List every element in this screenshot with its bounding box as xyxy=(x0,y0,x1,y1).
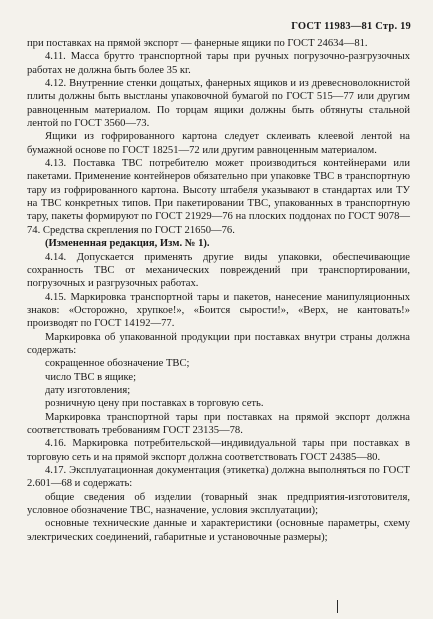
paragraph: при поставках на прямой экспорт — фанерные ящики по ГОСТ 24634—81. xyxy=(27,38,368,49)
paragraph: 4.11. Масса брутто транспортной тары при ручных погрузочно-разгрузочных работах не должна быть более 35 кг. xyxy=(27,51,410,76)
paragraph: общие сведения об изделии (товарный знак предприятия-изготовителя, условное обозначение ТВС, назначение, условия эксплуатации); xyxy=(27,491,410,517)
paragraph: 4.14. Допускается применять другие виды упаковки, обеспечивающие сохранность ТВС от механических повреждений при транспортировании, погрузочных и разгрузочных работах. xyxy=(27,251,410,290)
paragraph: Маркировка транспортной тары при поставках на прямой экспорт должна соответствовать требованиям ГОСТ 23135—78. xyxy=(27,411,410,436)
margin-mark xyxy=(337,600,338,613)
list-item: дату изготовления; xyxy=(45,384,131,396)
list-item: сокращенное обозначение ТВС; xyxy=(45,358,190,370)
paragraph: (Измененная редакция, Изм. № 1). xyxy=(45,238,210,250)
paragraph: 4.16. Маркировка потребительской—индивидуальной тары при поставках в торговую сеть и на прямой экспорт должна соответствовать ГОСТ 24385—80. xyxy=(27,438,410,463)
paragraph: 4.17. Эксплуатационная документация (этикетка) должна выполняться по ГОСТ 2.601—68 и содержать: xyxy=(27,465,410,490)
paragraph: основные технические данные и характеристики (основные параметры, схему электрических соединений, габаритные и установочные размеры); xyxy=(27,518,410,543)
list-item: розничную цену при поставках в торговую сеть. xyxy=(45,398,264,410)
page-header: ГОСТ 11983—81 Стр. 19 xyxy=(291,21,411,32)
paragraph: Маркировка об упакованной продукции при поставках внутри страны должна содержать: xyxy=(27,331,410,356)
page-body xyxy=(27,37,410,544)
paragraph: 4.13. Поставка ТВС потребителю может производиться контейнерами или пакетами. Применение контейнеров обязательно при упаковке ТВС в транспортную тару из гофрированного картона. Высоту штабеля указывают в стандартах или ТУ на ТВС конкретных типов. При пакетировании ТВС, упакованных в транспортную тару, пакеты формируют по ГОСТ 21929—76 на плоских поддонах по ГОСТ 9078—74. Средства скрепления по ГОСТ 21650—76. xyxy=(27,158,410,236)
list-item: число ТВС в ящике; xyxy=(45,371,137,383)
paragraph: Ящики из гофрированного картона следует склеивать клеевой лентой на бумажной основе по ГОСТ 18251—72 или другим равноценным материалом. xyxy=(27,131,410,156)
paragraph: 4.15. Маркировка транспортной тары и пакетов, нанесение манипуляционных знаков: «Осторожно, хрупкое!», «Боится сырости!», «Верх, не кантовать!» производят по ГОСТ 14192—77. xyxy=(27,291,410,330)
paragraph: 4.12. Внутренние стенки дощатых, фанерных ящиков и из древесноволокнистой плиты должны быть выстланы упаковочной бумагой по ГОСТ 515—77 или другим равноценным материалом. По торцам ящики должны быть обтянуты стальной лентой по ГОСТ 3560—73. xyxy=(27,78,410,130)
